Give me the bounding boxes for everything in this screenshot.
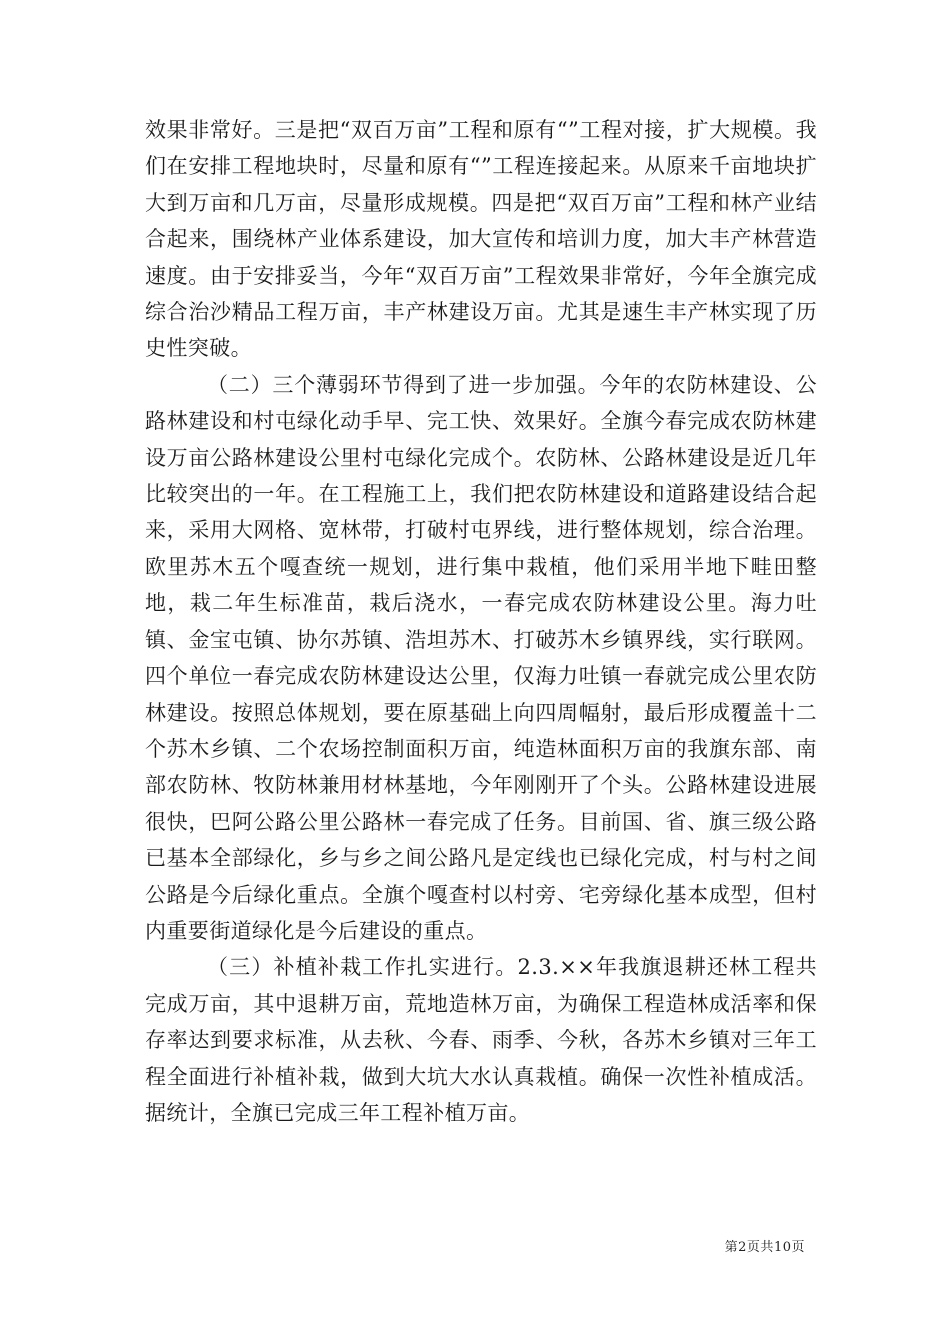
paragraph-continuation: 效果非常好。三是把“双百万亩”工程和原有“”工程对接，扩大规模。我们在安排工程地块时，尽量和原有“”工程连接起来。从原来千亩地块扩大到万亩和几万亩，尽量形成规模。四是把“双百万亩”工程和林产业结合起来，围绕林产业体系建设，加大宣传和培训力度，加大丰产林营造速度。由于安排妥当，今年“双百万亩”工程效果非常好，今年全旗完成综合治沙精品工程万亩，丰产林建设万亩。尤其是速生丰产林实现了历史性突破。 xyxy=(145,118,817,361)
page-number-total: 10 xyxy=(773,1240,792,1255)
page-number-current: 2 xyxy=(738,1240,747,1255)
page-number-footer xyxy=(725,1236,805,1255)
page-number-middle: 页共 xyxy=(746,1240,774,1255)
page-number-prefix: 第 xyxy=(724,1240,739,1255)
paragraph-section-three: （三）补植补栽工作扎实进行。2.3.××年我旗退耕还林工程共完成万亩，其中退耕万亩，荒地造林万亩，为确保工程造林成活率和保存率达到要求标准，从去秋、今春、雨季、今秋，各苏木乡镇对三年工程全面进行补植补栽，做到大坑大水认真栽植。确保一次性补植成活。据统计，全旗已完成三年工程补植万亩。 xyxy=(145,955,817,1125)
page-number-suffix: 页 xyxy=(791,1240,805,1255)
document-body xyxy=(145,112,817,1131)
paragraph-section-two: （二）三个薄弱环节得到了进一步加强。今年的农防林建设、公路林建设和村屯绿化动手早、完工快、效果好。全旗今春完成农防林建设万亩公路林建设公里村屯绿化完成个。农防林、公路林建设是近几年比较突出的一年。在工程施工上，我们把农防林建设和道路建设结合起来，采用大网格、宽林带，打破村屯界线，进行整体规划，综合治理。欧里苏木五个嘎查统一规划，进行集中栽植，他们采用半地下畦田整地，栽二年生标准苗，栽后浇水，一春完成农防林建设公里。海力吐镇、金宝屯镇、协尔苏镇、浩坦苏木、打破苏木乡镇界线，实行联网。四个单位一春完成农防林建设达公里，仅海力吐镇一春就完成公里农防林建设。按照总体规划，要在原基础上向四周幅射，最后形成覆盖十二个苏木乡镇、二个农场控制面积万亩，纯造林面积万亩的我旗东部、南部农防林、牧防林兼用材林基地，今年刚刚开了个头。公路林建设进展很快，巴阿公路公里公路林一春完成了任务。目前国、省、旗三级公路已基本全部绿化，乡与乡之间公路凡是定线也已绿化完成，村与村之间公路是今后绿化重点。全旗个嘎查村以村旁、宅旁绿化基本成型，但村内重要街道绿化是今后建设的重点。 xyxy=(145,372,817,943)
